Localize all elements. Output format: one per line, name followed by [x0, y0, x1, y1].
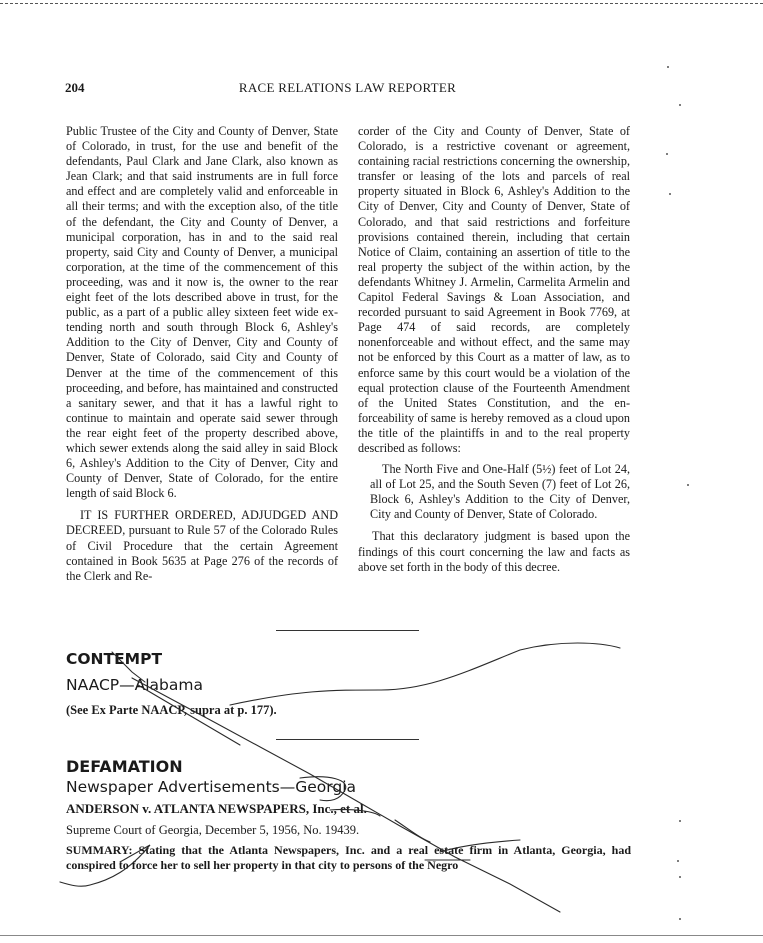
- running-title: RACE RELATIONS LAW REPORTER: [238, 80, 457, 95]
- scan-speck: [679, 876, 681, 878]
- page-bottom-edge: [0, 935, 763, 936]
- scan-speck: [667, 66, 669, 68]
- page-header: [65, 80, 630, 100]
- contempt-subheading: NAACP—Alabama: [66, 676, 203, 694]
- strike-stroke: [230, 643, 620, 705]
- scan-speck: [679, 104, 681, 106]
- scan-speck: [666, 153, 668, 155]
- summary-label: SUMMARY:: [66, 843, 133, 857]
- court-line: Supreme Court of Georgia, December 5, 1956, No. 19439.: [66, 823, 360, 837]
- scan-speck: [669, 193, 671, 195]
- contempt-heading: CONTEMPT: [66, 650, 163, 668]
- property-description: The North Five and One-Half (5½) feet of Lot 24, all of Lot 25, and the South Seven (7) feet of Lot 26, Block 6, Ashley's Addition to the City of Denver, City and County of Denver, State of Colorado.: [370, 462, 630, 522]
- case-summary: [66, 843, 631, 873]
- right-paragraph-2: That this declaratory judgment is based upon the findings of this court concerning the law and facts as above set forth in the body of this decree.: [358, 529, 630, 574]
- left-paragraph-1: Public Trustee of the City and County of Denver, State of Colorado, in trust, for the use and benefit of the defendants, Paul Clark and Jane Clark, also known as Jean Clark; and that said instruments are in full force and effect and are completely valid and enforceable in all their terms; and with the exception also, of the title of the defendant, the City and County of Denver, a municipal corporation, has in and to the said real property, said City and County of Denver, a municipal corporation, at the time of the commencement of this proceeding, was and it now is, the owner to the rear eight feet of the lots described above in trust, for the public, as a part of a public alley sixteen feet wide extending north and south through Block 6, Ashley's Addition to the City of Denver, City and County of Denver, State of Colorado, said City and County of Denver at the time of the commencement of this proceeding, and before, has maintained and constructed a sanitary sewer, and that it has a lawful right to continue to maintain and operate said sewer through the rear eight feet of the property described above, which sewer extends along the said alley in said Block 6, Ashley's Addition to the City of Denver, City and County of Denver, State of Colorado, for the entire length of said Block 6.: [66, 124, 338, 501]
- section-divider: [276, 630, 419, 631]
- left-column: [66, 124, 338, 584]
- page-top-edge: [0, 3, 763, 4]
- right-paragraph-1: corder of the City and County of Denver, State of Colorado, is a restrictive covenant or agreement, containing racial restrictions concerning the ownership, transfer or leasing of the lots and parcels of real property situated in Block 6, Ashley's Addition to the City of Denver, City and County of Denver, State of Colorado, and that said restrictions and forfeiture provisions contained therein, including that certain Notice of Claim, containing an assertion of title to the real property the subject of the within action, by the defendants Whitney J. Armelin, Carmelita Armelin and Capitol Federal Savings & Loan Association, and recorded pursuant to said Agreement in Book 7769, at Page 474 of said records, are completely nonenforceable and without effect, and the same may not be enforced by this Court as a matter of law, as to enforce same by this court would be a violation of the equal protection clause of the Fourteenth Amendment of the United States Constitution, and the enforceability of same is hereby removed as a cloud upon the title of the plaintiffs in and to the real property described as follows:: [358, 124, 630, 455]
- section-divider: [276, 739, 419, 740]
- see-reference: (See Ex Parte NAACP, supra at p. 177).: [66, 703, 277, 717]
- left-paragraph-2: IT IS FURTHER ORDERED, ADJUDGED AND DECREED, pursuant to Rule 57 of the Colorado Rules of Civil Procedure that the certain Agreement contained in Book 5635 at Page 276 of the records of the Clerk and Re-: [66, 508, 338, 583]
- strike-stroke: [395, 820, 430, 842]
- scan-speck: [679, 918, 681, 920]
- defamation-subheading: Newspaper Advertisements—Georgia: [66, 778, 357, 796]
- scan-speck: [687, 484, 689, 486]
- scan-speck: [677, 860, 679, 862]
- summary-text: Stating that the Atlanta Newspapers, Inc. and a real estate firm in Atlanta, Georgia, had conspired to force her to sell her property in that city to persons of the Negro: [66, 843, 631, 872]
- right-column: [358, 124, 630, 575]
- defamation-heading: DEFAMATION: [66, 757, 183, 776]
- scan-speck: [679, 820, 681, 822]
- case-title: ANDERSON v. ATLANTA NEWSPAPERS, Inc., et al.: [66, 801, 367, 816]
- page-number: 204: [65, 80, 85, 95]
